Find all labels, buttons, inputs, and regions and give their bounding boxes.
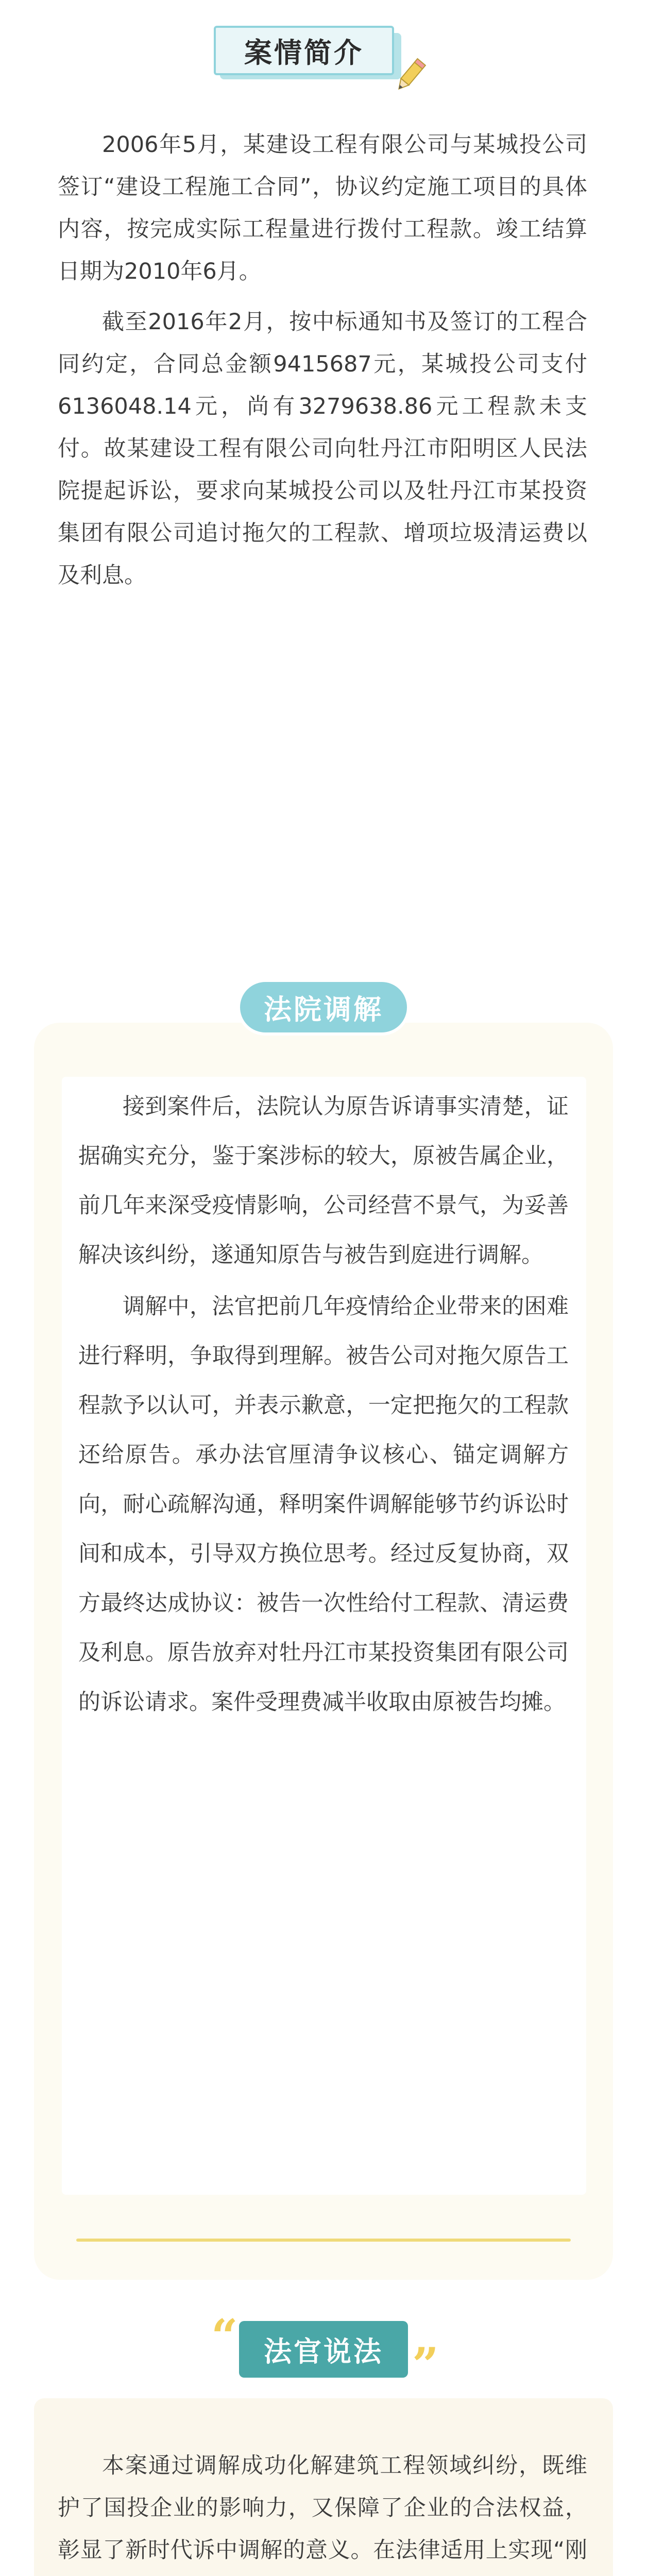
- court-mediation-body: [78, 1082, 569, 1729]
- case-intro-section: [0, 0, 647, 1010]
- case-intro-heading: [214, 26, 410, 83]
- court-mediation-paragraph: 接到案件后，法院认为原告诉请事实清楚，证据确实充分，鉴于案涉标的较大，原被告属企业，前几年来深受疫情影响，公司经营不景气，为妥善解决该纠纷，遂通知原告与被告到庭进行调解。: [78, 1094, 569, 1268]
- judge-comment-paragraph: 本案通过调解成功化解建筑工程领域纠纷，既维护了国投企业的影响力，又保障了企业的合法权益，彰显了新时代诉中调解的意义。在法律适用上实现“刚: [58, 2453, 587, 2563]
- close-quote-mark: ”: [412, 2337, 439, 2392]
- case-intro-paragraph: 截至2016年2月，按中标通知书及签订的工程合同约定，合同总金额9415687元，某城投公司支付6136048.14元，尚有3279638.86元工程款未支付。故某建设工程有限公司向牡丹江市阳明区人民法院提起诉讼，要求向某城投公司以及牡丹江市某投资集团有限公司追讨拖欠的工程款、增项垃圾清运费以及利息。: [58, 309, 587, 588]
- case-intro-paragraph: 2006年5月，某建设工程有限公司与某城投公司签订“建设工程施工合同”，协议约定施工项目的具体内容，按完成实际工程量进行拨付工程款。竣工结算日期为2010年6月。: [58, 132, 587, 284]
- judge-comment-title: 法官说法: [264, 2335, 383, 2368]
- case-intro-title: 案情简介: [244, 36, 364, 69]
- case-intro-body: [58, 124, 587, 605]
- court-mediation-title: 法院调解: [264, 993, 383, 1026]
- mediation-divider: [76, 2239, 571, 2242]
- court-mediation-paragraph: 调解中，法官把前几年疫情给企业带来的困难进行释明，争取得到理解。被告公司对拖欠原告工程款予以认可，并表示歉意，一定把拖欠的工程款还给原告。承办法官厘清争议核心、锚定调解方向，耐心疏解沟通，释明案件调解能够节约诉讼时间和成本，引导双方换位思考。经过反复协商，双方最终达成协议：被告一次性给付工程款、清运费及利息。原告放弃对牡丹江市某投资集团有限公司的诉讼请求。案件受理费减半收取由原被告均摊。: [78, 1294, 569, 1715]
- pencil-icon: [389, 56, 430, 97]
- judge-comment-body: [58, 2445, 587, 2576]
- judge-comment-heading-box: [239, 2321, 408, 2378]
- judge-comment-heading: [212, 2321, 435, 2378]
- court-mediation-heading: [237, 979, 410, 1036]
- open-quote-mark: “: [211, 2309, 238, 2364]
- heading-box: [214, 26, 394, 75]
